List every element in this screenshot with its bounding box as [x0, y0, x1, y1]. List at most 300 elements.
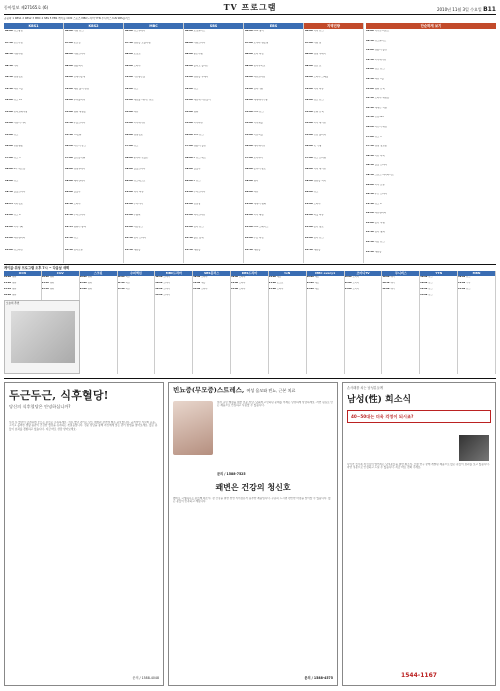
program-time: 15:00	[245, 133, 253, 136]
program-item	[366, 164, 496, 174]
program-title: 생생정보	[13, 76, 23, 78]
program-time: 14:00	[185, 110, 193, 113]
program-title: 모닝와이드	[193, 30, 206, 32]
program-time: 15:00	[125, 122, 133, 124]
program-time: 12:00	[305, 99, 313, 101]
program-title: TV동화	[73, 133, 82, 136]
channel-column	[124, 23, 184, 263]
program-item	[366, 116, 496, 126]
ad-headline: 두근두근, 식후혈당!	[9, 389, 109, 402]
program-item	[65, 249, 122, 261]
program-item	[366, 49, 496, 59]
program-item	[65, 99, 122, 111]
program-title: 수목드라마	[193, 191, 206, 193]
program-time: 19:00	[4, 276, 11, 278]
cable-channel-header: CGV	[42, 271, 79, 276]
program-item	[305, 191, 362, 203]
program-title: 아침 창	[313, 41, 322, 44]
program-title: 인간극장	[13, 41, 23, 44]
channel-column	[64, 23, 124, 263]
program-time: 10:30	[366, 39, 374, 42]
program-item	[305, 226, 362, 238]
program-time: 12:00	[125, 87, 133, 90]
program-title: 주말드라마	[73, 122, 86, 124]
program-time: 20:30	[382, 282, 390, 284]
cable-channel-column	[458, 271, 496, 374]
program-title: 액션	[125, 288, 130, 290]
program-item	[125, 157, 182, 169]
program-time: 19:10	[41, 276, 49, 278]
page-number: B11	[483, 6, 496, 13]
program-item	[185, 191, 242, 203]
program-title: 생활의 달인	[193, 145, 206, 147]
program-item	[269, 288, 306, 294]
program-time: 21:00	[231, 282, 239, 284]
program-title: 영화	[49, 288, 55, 290]
program-title: 세계는 지금	[374, 106, 387, 109]
cable-channel-header: YTN	[420, 271, 457, 276]
program-title: 시사매거진	[133, 122, 146, 124]
program-time: 11:00	[366, 49, 374, 52]
program-time: 17:00	[65, 156, 73, 159]
program-item	[245, 122, 302, 134]
program-title: 드라마	[239, 276, 246, 278]
ad-body-2: 변비로 고생하시는 분들께 희소식. 장 건강을 위한 천연 식이섬유가 풍부한 제품입니다. 꾸준히 드시면 편안한 아침을 맞이할 수 있습니다. 많은 분들이 만족하고 계십니다.	[173, 497, 331, 504]
program-title: 다큐멘터리	[13, 237, 26, 239]
program-time: 19:00	[117, 276, 125, 278]
program-time: 17:30	[366, 145, 374, 148]
program-title: 다큐	[133, 110, 139, 113]
program-item	[125, 180, 182, 192]
program-title: 생생투데이	[73, 168, 86, 170]
program-item	[305, 122, 362, 134]
program-item	[245, 53, 302, 65]
program-item	[5, 249, 62, 261]
program-time: 25:10	[366, 250, 374, 253]
program-time: 21:00	[193, 282, 201, 284]
program-title: 뉴스투데이	[133, 30, 146, 32]
program-title: 보니하니	[253, 156, 263, 159]
program-title: 명의	[253, 179, 259, 182]
ad-headline-small: 여성 음모와 빈뇨, 근본 치료	[246, 388, 296, 393]
program-item	[366, 193, 496, 203]
cable-channel-header: 수퍼액션	[118, 271, 155, 276]
program-time: 24:00	[125, 225, 133, 228]
ad-phone: 문의 / 1588-7525	[217, 472, 246, 476]
program-time: 21:00	[79, 282, 87, 284]
date: 2010년 11월 3일 수요일	[436, 7, 482, 12]
program-title: 일일드라마	[13, 191, 26, 193]
program-title: 드라마	[133, 64, 141, 67]
program-title: 특집 다큐	[313, 214, 324, 216]
program-time: 23:00	[125, 214, 133, 216]
program-time: 24:00	[245, 237, 253, 239]
program-item	[5, 88, 62, 100]
program-time: 19:00	[458, 276, 466, 278]
program-item	[366, 88, 496, 98]
program-time: 19:00	[193, 276, 201, 278]
program-item	[5, 226, 62, 238]
cable-channel-column	[80, 271, 118, 374]
channel-header: EBS	[244, 23, 303, 29]
program-time: 23:50	[65, 237, 73, 239]
program-title: 영화	[87, 288, 92, 290]
program-item	[185, 226, 242, 238]
program-time: 24:40	[305, 248, 313, 251]
program-item	[366, 30, 496, 40]
cable-channel-header: MBC every1	[307, 271, 344, 276]
program-title: 영화	[193, 110, 199, 113]
program-time: 17:00	[305, 156, 313, 159]
program-time: 11:00	[125, 76, 133, 78]
program-title: 재방송	[374, 250, 382, 253]
program-item	[5, 30, 62, 42]
program-title: 영화 재방송	[73, 110, 86, 113]
program-item	[125, 249, 182, 261]
program-title: 굿모닝	[73, 41, 81, 44]
program-item	[307, 288, 344, 294]
ad-men[interactable]	[342, 382, 496, 686]
program-time: 18:00	[5, 168, 13, 170]
program-time: 12:00	[65, 99, 73, 101]
program-time: 19:00	[305, 179, 313, 182]
program-time: 18:10	[366, 154, 374, 157]
program-item	[185, 30, 242, 42]
program-time: 19:00	[245, 179, 253, 182]
program-item	[5, 180, 62, 192]
program-item	[185, 88, 242, 100]
program-title: 생방송 저녁	[313, 179, 326, 182]
program-title: 재방송	[193, 248, 201, 251]
program-time: 15:00	[305, 133, 313, 136]
program-time: 08:00	[245, 53, 253, 55]
program-title: 애니	[390, 288, 395, 290]
channel-column	[244, 23, 304, 263]
program-item	[305, 99, 362, 111]
program-item	[185, 76, 242, 88]
program-time: 25:30	[185, 248, 193, 251]
program-title: 일일 드라마	[374, 164, 387, 167]
program-time: 20:00	[305, 191, 313, 193]
program-time: 19:00	[382, 276, 390, 278]
program-item	[5, 145, 62, 157]
program-title: 재방송	[133, 248, 141, 251]
program-title: 다큐 3일	[13, 87, 23, 90]
program-title: 열린음악회	[73, 156, 86, 159]
program-title: 무릎팍	[133, 214, 141, 216]
program-time: 21:00	[306, 282, 314, 284]
program-item	[366, 145, 496, 155]
program-title: 문화 산책	[313, 110, 324, 113]
program-item	[366, 184, 496, 194]
program-title: 좋은아침	[193, 53, 203, 55]
program-item	[185, 214, 242, 226]
program-title: 예능	[314, 282, 319, 284]
program-title: 맛 기행	[313, 145, 322, 147]
program-title: 시사기획	[13, 225, 23, 228]
program-title: 지역 다큐	[313, 87, 324, 90]
program-time: 21:40	[366, 202, 374, 205]
program-title: 골프 중계	[193, 237, 204, 239]
program-item	[5, 191, 62, 203]
program-title: 연예가중계	[73, 76, 86, 78]
program-time: 22:00	[155, 288, 163, 290]
program-title: 뉴스라인	[13, 248, 23, 251]
program-title: 시사 대담	[253, 214, 264, 216]
channel-programs	[124, 29, 183, 261]
program-item	[245, 30, 302, 42]
program-item	[366, 212, 496, 222]
program-item	[65, 157, 122, 169]
program-title: 생방송 투데이	[193, 76, 209, 78]
ad-copy: 여성 고민 해결을 위한 전문 상담. 남몰래 고민하던 문제를 이제는 당당하게 상담하세요. 자연 원료로 만든 제품으로 안심하고 사용할 수 있습니다.	[217, 401, 333, 408]
program-title: 뉴스	[313, 191, 319, 193]
program-time: 21:00	[5, 214, 13, 216]
program-title: 뉴스	[466, 288, 471, 290]
program-title: 해피선데이	[73, 179, 86, 182]
right-column-list	[366, 30, 496, 260]
program-title: 애니메이션	[253, 145, 266, 147]
program-time: 23:00	[245, 225, 253, 228]
program-item	[65, 226, 122, 238]
program-item	[366, 203, 496, 213]
program-time: 24:00	[420, 294, 428, 296]
program-title: 예능	[314, 288, 319, 290]
program-title: 기분좋은날	[133, 76, 146, 78]
program-item	[305, 157, 362, 169]
program-time: 23:00	[366, 221, 374, 224]
program-time: 20:00	[155, 282, 163, 284]
program-item	[366, 222, 496, 232]
program-item	[5, 237, 62, 249]
program-time: 15:00	[185, 122, 193, 124]
program-time: 23:00	[268, 288, 276, 290]
program-item	[125, 76, 182, 88]
program-time: 19:00	[65, 179, 73, 182]
program-title: 건강 클리닉	[313, 133, 326, 136]
program-item	[65, 111, 122, 123]
program-title: 애니	[390, 282, 395, 284]
ad-photo	[173, 401, 213, 455]
program-item	[245, 191, 302, 203]
program-title: 뉴스광장	[13, 30, 23, 32]
program-title: 영화	[11, 294, 17, 296]
program-title: 역사 다큐	[133, 191, 144, 193]
program-time: 21:00	[268, 282, 276, 284]
program-title: 재방송	[313, 248, 321, 251]
program-time: 19:30	[5, 191, 13, 193]
program-item	[5, 157, 62, 169]
program-time: 13:00	[185, 99, 193, 101]
program-title: 뉴스	[193, 87, 199, 90]
cable-section-title: 케이블·위성 프로그램 오후 7시 ~ 다음날 새벽	[4, 264, 496, 270]
program-title: 가족	[13, 64, 19, 67]
program-item	[245, 226, 302, 238]
program-time: 21:00	[4, 282, 11, 284]
program-item	[125, 226, 182, 238]
program-title: 일일드라마	[133, 168, 146, 170]
ad-phone: 문의 / 1588-4048	[132, 676, 159, 681]
program-title: EBS 영어	[253, 30, 264, 32]
channel-header: SBS	[184, 23, 243, 29]
program-time: 19:00	[306, 276, 314, 278]
program-time: 09:00	[65, 64, 73, 67]
program-title: 아침드라마	[73, 53, 86, 55]
program-title: 전국노래자랑	[13, 110, 28, 113]
program-time: 10:00	[305, 76, 313, 78]
program-item	[305, 134, 362, 146]
program-time: 21:20	[117, 282, 125, 284]
program-time: 22:20	[366, 212, 374, 215]
program-title: 영화	[11, 288, 17, 290]
program-title: 극한직업	[253, 133, 263, 136]
program-title: 드라마	[163, 288, 170, 290]
program-title: 뉴스 9	[374, 202, 382, 205]
cable-channel-column	[420, 271, 458, 374]
program-title: 수목미니	[133, 202, 143, 205]
tv-schedule-grid	[4, 23, 364, 263]
program-time: 20:00	[245, 191, 253, 193]
program-title: 드라마	[276, 288, 284, 290]
cable-channel-column	[118, 271, 156, 374]
program-title: 사랑의 가족	[13, 122, 26, 124]
cable-channel-column	[269, 271, 307, 374]
program-item	[185, 122, 242, 134]
program-time: 06:00	[305, 30, 313, 32]
program-item	[185, 237, 242, 249]
program-time: 16:00	[305, 145, 313, 147]
program-title: SBS 뉴스	[193, 133, 204, 136]
program-time: 10:00	[366, 30, 374, 32]
program-title: 생생 정보통	[374, 145, 387, 148]
program-title: EBS 뉴스	[253, 110, 264, 113]
program-time: 10:00	[245, 76, 253, 78]
program-title: 드라마	[313, 202, 321, 205]
program-time: 15:00	[5, 133, 13, 136]
program-title: 예능	[276, 276, 282, 278]
program-time: 23:00	[344, 288, 352, 290]
program-item	[305, 30, 362, 42]
right-column-header: 단순하게 보기	[366, 23, 496, 29]
program-title: 뉴스 12	[13, 99, 23, 101]
program-item	[5, 122, 62, 134]
program-time: 18:50	[366, 164, 374, 167]
program-item	[185, 203, 242, 215]
program-time: 23:00	[231, 288, 239, 290]
program-title: 드라마 스페셜	[313, 76, 329, 78]
program-time: 08:00	[185, 41, 193, 44]
program-time: 11:30	[366, 58, 374, 61]
program-time: 06:00	[5, 30, 13, 32]
program-title: 생생 투데이	[313, 53, 326, 55]
program-title: 드라마	[201, 276, 208, 278]
program-item	[65, 76, 122, 88]
issue-info: 동아일보 제27165호 (6)	[4, 5, 49, 10]
program-time: 13:00	[5, 110, 13, 113]
program-time: 06:00	[125, 30, 133, 32]
ad-blood-sugar[interactable]	[4, 382, 164, 686]
program-item	[125, 53, 182, 65]
program-title: 드라마	[201, 288, 208, 290]
program-time: 07:30	[5, 41, 13, 44]
program-time: 16:20	[65, 145, 73, 147]
channel-column	[4, 23, 64, 263]
program-time: 23:00	[185, 214, 193, 216]
program-title: 뉴스	[133, 145, 139, 147]
program-time: 12:00	[366, 68, 374, 71]
program-time: 19:00	[185, 168, 193, 170]
feature-caption: 오늘의 추천	[6, 302, 20, 305]
program-item	[5, 42, 62, 54]
program-time: 17:00	[185, 145, 193, 147]
program-item	[245, 88, 302, 100]
program-title: 정오 뉴스	[374, 68, 385, 71]
program-title: 시사 매거진	[313, 122, 326, 124]
program-title: 정보 쇼	[313, 64, 322, 67]
program-time: 08:30	[5, 53, 13, 55]
program-item	[305, 180, 362, 192]
channel-strip: 공중파 1 KBS1 2 KBS2 3 MBC 4 SBS 5 EBS 케이블 OCN 스포츠 MBC드라마 YTN 투니버스 tvN SBS플러스	[4, 17, 131, 20]
program-item	[185, 111, 242, 123]
program-title: 재방송	[253, 248, 261, 251]
feature-box	[4, 300, 80, 374]
program-title: 드라마	[163, 276, 170, 278]
program-time: 08:00	[65, 53, 73, 55]
program-time: 20:40	[65, 202, 73, 205]
program-item	[366, 136, 496, 146]
program-time: 22:00	[382, 288, 390, 290]
program-title: 세계테마기행	[253, 99, 268, 101]
program-item	[366, 68, 496, 78]
program-title: 이슈 추적	[374, 154, 385, 157]
program-item	[305, 53, 362, 65]
program-time: 12:30	[366, 77, 374, 80]
program-time: 14:00	[125, 110, 133, 113]
program-time: 14:30	[65, 122, 73, 124]
program-item	[125, 214, 182, 226]
program-item	[42, 288, 79, 294]
program-title: 뉴스 브리핑	[313, 156, 326, 159]
cable-channel-header: 투니버스	[382, 271, 419, 276]
program-title: 6시 내고향	[13, 168, 26, 170]
program-item	[5, 111, 62, 123]
program-title: 정오 뉴스	[313, 99, 324, 101]
ad-health[interactable]	[168, 382, 338, 686]
program-title: 액션	[125, 282, 130, 284]
program-item	[125, 237, 182, 249]
program-time: 19:00	[268, 276, 276, 278]
program-title: 드라마 재방송	[374, 97, 390, 100]
program-time: 19:00	[155, 276, 163, 278]
program-time: 10:50	[5, 76, 13, 78]
program-item	[65, 214, 122, 226]
program-item	[125, 191, 182, 203]
program-time: 24:00	[185, 225, 193, 228]
program-title: 수능 특강	[253, 237, 264, 239]
program-time: 22:00	[245, 214, 253, 216]
program-time: 20:25	[5, 202, 13, 205]
program-title: 코미디	[352, 276, 359, 278]
program-title: 시사매거진	[374, 58, 387, 61]
channel-programs	[64, 29, 123, 261]
channel-column	[184, 23, 244, 263]
program-item	[125, 42, 182, 54]
program-title: 지역 뉴스	[313, 30, 324, 32]
program-item	[366, 251, 496, 261]
program-item	[245, 76, 302, 88]
ad-headline-main: 빈뇨증(무모증)스트레스,	[173, 386, 245, 394]
program-time: 13:00	[366, 87, 374, 90]
